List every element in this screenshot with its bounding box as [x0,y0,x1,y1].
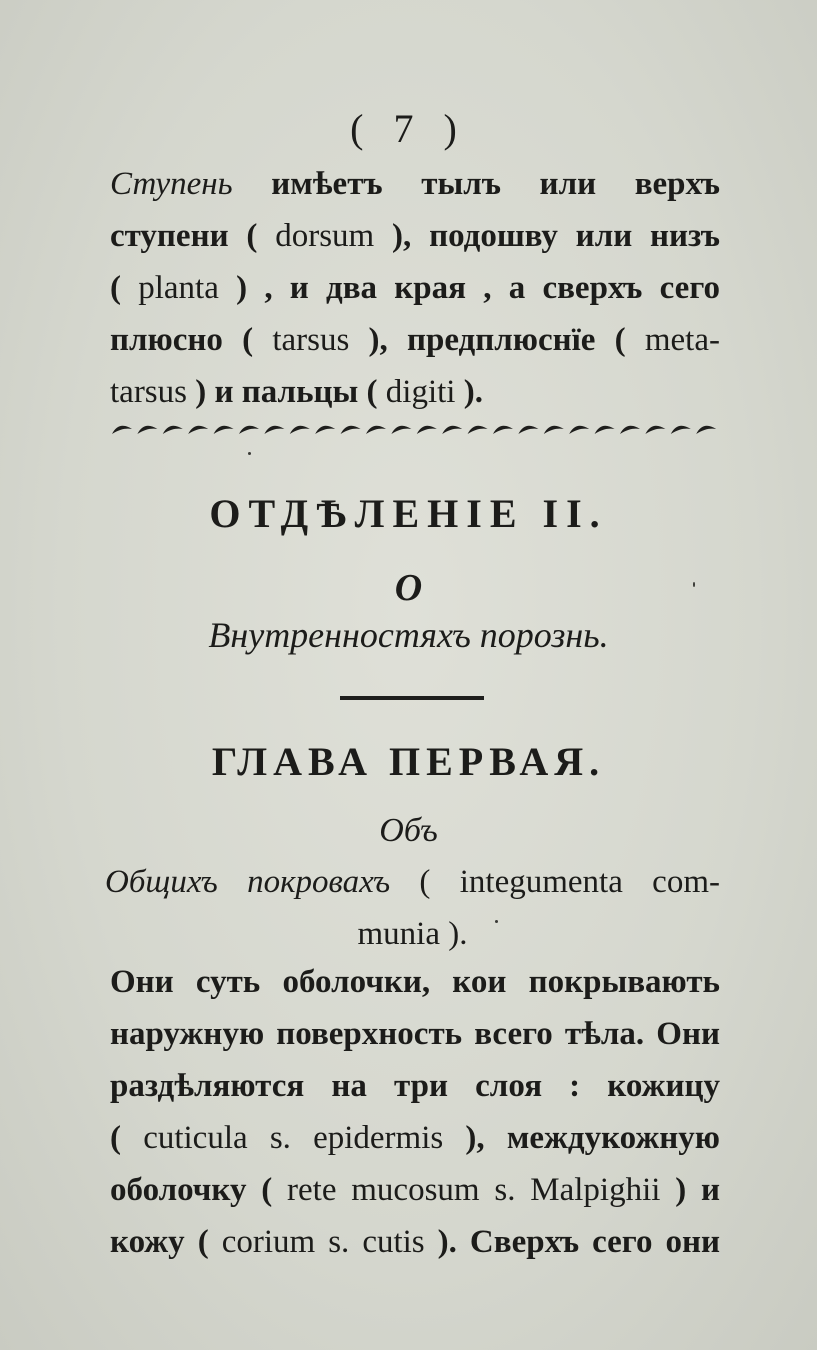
ornament-flourish [671,426,691,434]
ornament-flourish [417,426,437,434]
text-segment: оболочку ( [110,1172,288,1208]
text-line [110,158,720,210]
ornament-flourish [341,426,361,434]
ornament-flourish [239,426,259,434]
ornament-flourish [290,426,310,434]
ornament-flourish [366,426,386,434]
ornament-flourish [442,426,462,434]
chapter-title: ГЛАВА ПЕРВАЯ. [211,739,606,784]
ornament-flourish [468,426,488,434]
latin-term: cuticula s. epidermis [143,1120,444,1156]
paper-speck [495,920,498,923]
text-segment: ) и пальцы ( [187,374,386,410]
paragraph-foot-description [110,158,720,418]
text-line [110,262,720,314]
text-line: наружную поверхность всего тѣла. Они [110,1016,720,1052]
text-segment: кожу ( [110,1224,222,1260]
ornament-flourish [391,426,411,434]
page-number: ( 7 ) [350,106,467,151]
text-line: раздѣляются на три слоя : кожицу [110,1068,720,1104]
ornament-flourish [163,426,183,434]
text-line [105,856,720,908]
section-title: ОТДѢЛЕНІЕ II. [209,491,608,536]
ornament-flourish [620,426,640,434]
ornament-flourish [696,426,716,434]
paper-speck [693,582,695,587]
latin-term: tarsus [110,374,187,410]
paper-speck [248,452,251,455]
italic-term: Ступень [110,166,233,202]
text-line [110,314,720,366]
ornament-flourish [315,426,335,434]
text-line [110,1216,720,1268]
latin-term: planta [138,270,219,306]
text-segment: ) , и два края , а сверхъ сего [218,270,720,306]
text-segment: ) и [660,1172,720,1208]
text-segment: ( [110,270,139,306]
text-line [110,1112,720,1164]
ornament-flourish [544,426,564,434]
chapter-subtitle [105,856,720,960]
chapter-preposition: Объ [379,812,438,849]
ornament-flourish [518,426,538,434]
paragraph-integuments [110,956,720,1268]
latin-term: rete mucosum s. Malpighii [287,1172,661,1208]
section-preposition: О [394,567,423,609]
text-segment: ), предплюснїе ( [349,322,645,358]
ornament-flourish [493,426,513,434]
text-line: munia ). [357,916,468,952]
ornament-flourish [112,426,132,434]
text-line [110,1164,720,1216]
text-segment: ). [455,374,483,410]
section-subtitle: Внутренностяхъ порознь. [208,615,609,655]
italic-term: Общихъ покровахъ [105,864,391,900]
text-segment: ступени ( [110,218,276,254]
text-segment: ). Сверхъ сего они [424,1224,720,1260]
latin-term: corium s. cutis [221,1224,425,1260]
text-segment: ), подошву или низъ [374,218,720,254]
text-segment: ), междукожную [443,1120,721,1156]
short-rule-divider [340,696,484,700]
ornament-flourish [137,426,157,434]
ornamental-divider [110,420,720,440]
latin-term: tarsus [272,322,350,358]
latin-term: dorsum [275,218,375,254]
ornament-flourish [645,426,665,434]
text-line [110,366,720,418]
ornament-flourish [188,426,208,434]
ornament-flourish [595,426,615,434]
ornament-flourish [264,426,284,434]
ornament-flourish [214,426,234,434]
text-segment: ( [110,1120,144,1156]
latin-term: digiti [385,374,456,410]
text-segment: плюсно ( [110,322,273,358]
text-line: Они суть оболочки, кои покрывають [110,964,720,1000]
ornament-flourish [569,426,589,434]
text-segment: имѣетъ тылъ или верхъ [232,166,720,202]
latin-term: ( integumenta com- [390,864,720,900]
text-line [110,210,720,262]
latin-term: meta- [644,322,720,358]
